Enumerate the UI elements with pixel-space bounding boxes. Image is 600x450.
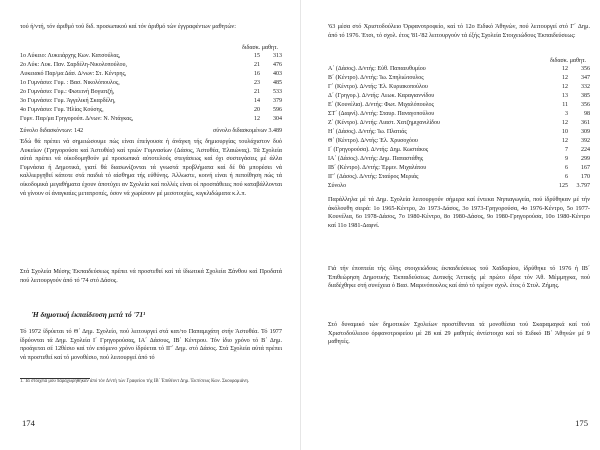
table-row: [20, 52, 282, 61]
school-name: Ι΄ (Γρηγορούσα). Δ/ντής: Δημ. Κωστάκος: [328, 147, 429, 153]
page-number-right: 175: [575, 418, 588, 428]
school-name: 1ο Γυμνάσιο: Γυμ. : Βασ. Νικολόπουλος,: [20, 80, 120, 86]
table-row: [328, 128, 590, 137]
teachers-count: 12: [562, 66, 568, 72]
school-name: Γυμν. Παρ/μα Γρηγορούπ. Δ/νων: Ν. Ντάγκας,: [20, 116, 134, 122]
pupils-count: 403: [273, 71, 282, 77]
right-page: [328, 0, 590, 450]
primary-schools-table: [328, 65, 590, 191]
table-row: [20, 115, 282, 124]
pupils-count: 379: [273, 98, 282, 104]
pupils-count: 347: [581, 75, 590, 81]
pupils-count: 224: [581, 147, 590, 153]
school-name: Γ΄ (Κέντρο). Δ/ντής: Έλ. Κυριακοπούλου: [328, 84, 428, 90]
table-row: [328, 65, 590, 74]
left-paragraph-2: Στά Σχολεία Μέσης Έκπαιδεύσεως πρέπει νά προστεθεί καί τά ίδιωτικά Σχολεία Ξάνθου καί Προδατά πού λειτουργούν άπό τό '74 στό Δάσος.: [20, 268, 282, 284]
school-name: Λυκειακό Παρ/μα Δάσ. Δ/νων: Στ. Κέντρης,: [20, 71, 127, 77]
teachers-count: 15: [254, 53, 260, 59]
left-page: [20, 0, 282, 450]
right-intro-text: '63 μέσα στό Χριστοδούλειο Όρφανοτροφείο, καί τό 12ο Ειδικό Άθηνών, πού λειτουργεί στό Γ΄ Δημ. άπό τό 1976. Έτσι, τό σχολ. έτος '81-'82 λειτουργούν τά έξής Σχολεία Στοιχειώδους Έκπαιδεύσεως:: [328, 23, 590, 39]
school-name: 2ο Λύκ: Λυκ. Παν. Σαρδέλη-Νικολοπούλου,: [20, 62, 127, 68]
teachers-count: 16: [254, 71, 260, 77]
pupils-count: 356: [581, 102, 590, 108]
school-name: Ε΄ (Κουνέλια). Δ/ντής: Φωτ. Μιχαλόπουλος: [328, 102, 434, 108]
school-name: ΙΒ΄ (Κέντρο). Δ/ντής: Έρμιν. Μιχαλάτου: [328, 165, 427, 171]
school-name: 1ο Λύκειο: Λυκειάρχης Κων. Κατσούλας,: [20, 53, 121, 59]
pupils-count: 533: [273, 89, 282, 95]
pupils-count: 385: [581, 93, 590, 99]
teachers-count: 125: [559, 183, 568, 189]
teachers-count: 3: [565, 111, 568, 117]
table-row: [20, 70, 282, 79]
table-row: [20, 79, 282, 88]
school-name: ΣΤ΄ (Δαφνί). Δ/ντής: Σταυρ. Παναγοπούλου: [328, 111, 435, 117]
teachers-count: 10: [562, 129, 568, 135]
teachers-count: 20: [254, 107, 260, 113]
table-row: [328, 173, 590, 182]
pupils-count: 98: [584, 111, 590, 117]
pupils-total: σύνολο διδασκομένων 3.489: [213, 128, 282, 134]
school-name: 2ο Γυμνάσιο: Γυμ.: Φωτεινή Βογιατζή,: [20, 89, 115, 95]
table-row: [328, 137, 590, 146]
school-name: ΙΑ΄ (Δάσος). Δ/ντής: Δημ. Παπαστάθης: [328, 156, 424, 162]
table-row: [328, 164, 590, 173]
pupils-count: 485: [273, 80, 282, 86]
right-paragraph-2: Γιά τήν έποπτεία τής όλης στοιχειώδους έκπαιδεύσεως τού Χαϊδαρίου, ίδρύθηκε τό 1976 ή ΙΒ΄ Έπιθεώρηση Δημοτικής Έκπαιδεύσεως Δυτικής Άττικής μέ πρώτο έδρα τόν Άθ. Μέμμηγκα, πού διαδέχθηκε στή συνέχεια ό Βασ. Μαρινόπουλος καί άπό τό τρέχον σχολ. έτος ό Στυλ. Ζήμης.: [328, 265, 590, 290]
pupils-count: 392: [581, 138, 590, 144]
teachers-count: 21: [254, 62, 260, 68]
teachers-count: 12: [562, 75, 568, 81]
left-paragraph-1: Έδώ θά πρέπει νά σημειώσουμε πώς είναι έπείγουσα ή άνάγκη τής δημιουργίας τουλάχιστον δυό Λυκείων (Γρηγορούσα καί Άστυθέα) καί τριών Γυμνασίων (Δάσος, Άστυθέα, Έλαιώνας). Τά Σχολεία αύτά πρέπει νά οίκοδομηθούν μέ προσωπικά αύτοτελούς στεγάσεως καί όχι συστεγάσεις μέ άλλα Γυμνάσια ή Δημοτικά, γιατί θά διασωνίζονται τά γνωστά προβλήματα καί δέ θά μπορέσει νά καλλιεργηθεί κάποτε στά παιδιά τό αίσθημα τής εύθύνης. Άλλωστε, κοινή είναι ή πεποίθηση πώς τά οίκοδομικά μεγαθήματα έχουν άποτύχει αν Σχολεία καί πολλές είναι οί προσπάθειες πού καταβάλλονται νά γίνουν οί άναγκαίες μετατροπές, όσον νά χωρίσουν μέ μεσοτοιχίες, κιγκλιδώματα κ.λ.π.: [20, 138, 282, 197]
footnote: 1. Τα στοιχεία μού παραχωρήθηκαν άπό τόν Δ/ντή τών Γραφείου τής ΙΒ΄ Έπιθέοντ Δημ. Έκπ/σεως Κων. Σκουραμιάνη.: [20, 379, 250, 384]
teachers-count: 23: [254, 80, 260, 86]
school-name: ΙΓ΄ (Δάσος). Δ/ντής: Σταύρος Μεριάς: [328, 174, 419, 180]
left-paragraph-3: Τό 1972 ίδρύεται τό Θ΄ Δημ. Σχολείο, πού λειτουργεί στά κατ/το Παπαμιχάτη στήν Άστυθέα. Τό 1977 ίδρύονται τά Δημ. Σχολεία Ι΄ Γρηγορούσας, ΙΑ΄ Δάσους, ΙΒ΄ Κέντρου. Τόν ίδιο χρόνο τό Β΄ Δημ. προάγεται σέ 12θέσιο καί τόν επόμενο χρόνο ίδρύεται τό ΙΓ΄ Δημ. στό Δάσος. Στά Σχολεία αύτά πρέπει νά προστεθεί καί τό μονοθέσιο, πού λειτουργεί άπό τό: [20, 328, 282, 361]
right-table-header: διδασκ. μαθητ.: [550, 58, 586, 64]
table-row: [20, 88, 282, 97]
school-name: Α΄ (Δάσος). Δ/ντής: Εύθ. Παπαευθυμίου: [328, 66, 426, 72]
table-row: [328, 119, 590, 128]
pupils-count: 299: [581, 156, 590, 162]
left-table-summary: [20, 127, 282, 135]
table-row: [20, 106, 282, 115]
book-gutter: [300, 0, 301, 450]
table-row: [20, 97, 282, 106]
school-name: 4ο Γυμνάσιο: Γυμ. Ήλίας Κούσης,: [20, 107, 104, 113]
school-name: Ζ΄ (Κέντρο). Δ/ντής: Λιαστ. Χατζημιχανιλίδου: [328, 120, 440, 126]
pupils-count: 3.797: [576, 183, 590, 189]
teachers-count: 12: [254, 116, 260, 122]
left-table-header: διδασκ. μαθητ.: [242, 45, 278, 51]
teachers-count: 6: [565, 174, 568, 180]
table-row: [328, 74, 590, 83]
teachers-count: 7: [565, 147, 568, 153]
table-row: [328, 83, 590, 92]
school-name: Σύνολο: [328, 183, 347, 189]
table-row: [328, 146, 590, 155]
school-name: Θ΄ (Κέντρο). Δ/ντής: Έλ. Χρυσοχόου: [328, 138, 418, 144]
school-name: 3ο Γυμνάσιο: Γυμ. Άγγελική Σκαρδέλη,: [20, 98, 116, 104]
teachers-count: 14: [254, 98, 260, 104]
left-intro-text: τού ή/ντή, τόν άριθμό τού διδ. προσωπικού καί τόν άριθμό τών έγγραφέντων μαθητών:: [20, 23, 236, 30]
pupils-count: 332: [581, 84, 590, 90]
right-paragraph-3: Στό δυναμικό τών δημοτικών Σχολείων προστίθενται τά μονοθέσια τού Σκαραμαγκά καί τού Χριστοδούλειου όρφανοτροφείου μέ 28 καί 29 μαθητές άντίστοιχα καί τό Ειδικό ΙΒ΄ Άθηνών μέ 9 μαθητές.: [328, 321, 590, 346]
section-heading: Ή δημοτική έκπαίδευση μετά τό '71¹: [32, 310, 146, 319]
teachers-count: 12: [562, 84, 568, 90]
table-row: [328, 155, 590, 164]
teachers-count: 9: [565, 156, 568, 162]
page-number-left: 174: [22, 418, 35, 428]
right-paragraph-1: Παράλληλα μέ τά Δημ. Σχολεία λειτουργούν σήμερα καί έντεκα Νηπιαγωγεία, πού ίδρύθηκαν μέ τήν άκόλουθη σειρά: 1ο 1965-Κέντρο, 2ο 1973-Δάσος, 3ο 1973-Γρηγορούσα, 4ο 1976-Κέντρο, 5ο 1977-Κουνέλια, 6ο 1978-Δάσος, 7ο 1980-Κέντρο, 8ο 1980-Δάσος, 9ο 1980-Γρηγορούσα, 10ο 1980-Κέντρο καί 11ο 1981-Δαφνί.: [328, 196, 590, 229]
teachers-count: 6: [565, 165, 568, 171]
pupils-count: 309: [581, 129, 590, 135]
table-row: [328, 101, 590, 110]
pupils-count: 170: [581, 174, 590, 180]
secondary-schools-table: [20, 52, 282, 124]
table-row: [328, 182, 590, 191]
school-name: Η΄ (Δάσος). Δ/ντής: Ίω. Πλατιάς: [328, 129, 407, 135]
teachers-total: Σύνολο διδασκόντων: 142: [20, 128, 84, 134]
teachers-count: 13: [562, 93, 568, 99]
pupils-count: 304: [273, 116, 282, 122]
school-name: Δ΄ (Γρηγορ.). Δ/ντής: Λεωκ. Καραγιαννίδου: [328, 93, 435, 99]
school-name: Β΄ (Κέντρο). Δ/ντής: Ίω. Σπηλιώτουλος: [328, 75, 424, 81]
teachers-count: 12: [562, 120, 568, 126]
teachers-count: 11: [562, 102, 568, 108]
table-row: [328, 92, 590, 101]
teachers-count: 21: [254, 89, 260, 95]
pupils-count: 313: [273, 53, 282, 59]
pupils-count: 361: [581, 120, 590, 126]
table-row: [328, 110, 590, 119]
table-row: [20, 61, 282, 70]
pupils-count: 596: [273, 107, 282, 113]
pupils-count: 356: [581, 66, 590, 72]
pupils-count: 476: [273, 62, 282, 68]
pupils-count: 167: [581, 165, 590, 171]
teachers-count: 12: [562, 138, 568, 144]
